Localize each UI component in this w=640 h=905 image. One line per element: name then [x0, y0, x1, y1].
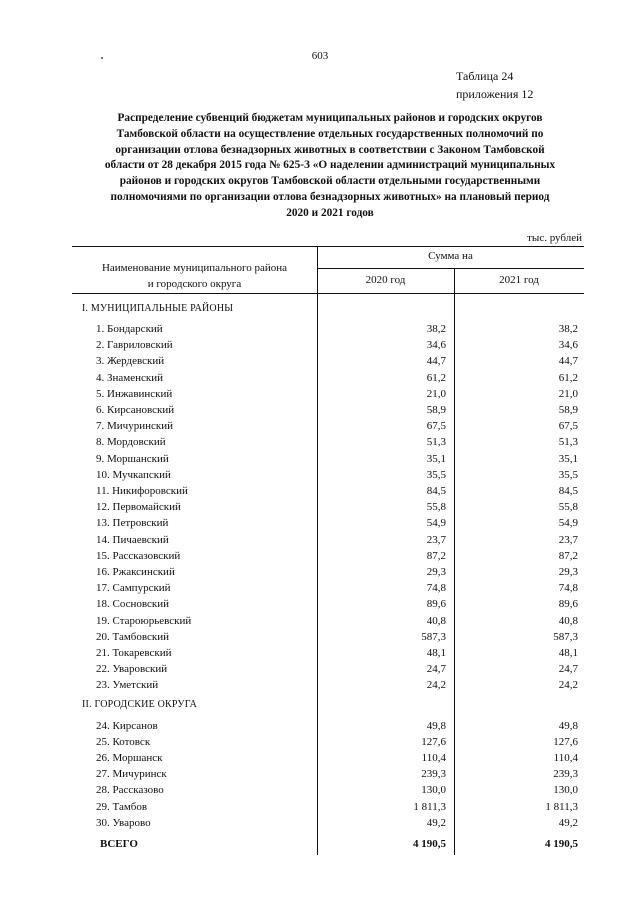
scan-speck [101, 57, 103, 59]
appendix-number: приложения 12 [456, 87, 534, 101]
value-2021: 74,8 [558, 582, 578, 595]
unit-label: тыс. рублей [527, 232, 582, 244]
value-2020: 40,8 [426, 614, 446, 627]
total-2021: 4 190,5 [545, 838, 578, 850]
region-name: 11. Никифоровский [96, 485, 188, 497]
table-top-border [72, 246, 584, 247]
section-title-city-districts: II. ГОРОДСКИЕ ОКРУГА [82, 699, 198, 710]
value-2021: 24,2 [558, 679, 578, 692]
table-row [72, 339, 584, 355]
region-name: 30. Уварово [96, 816, 151, 829]
region-name: 25. Котовск [96, 736, 151, 749]
region-name: 1. Бондарский [96, 323, 163, 335]
value-2021: 127,6 [553, 736, 578, 749]
value-2020: 54,9 [426, 517, 446, 530]
value-2021: 44,7 [558, 355, 578, 368]
region-name: 18. Сосновский [96, 598, 170, 611]
value-2021: 35,1 [558, 452, 578, 465]
region-name: 17. Сампурский [96, 582, 171, 595]
value-2020: 35,5 [426, 468, 446, 481]
value-2020: 24,7 [426, 663, 446, 676]
value-2020: 87,2 [426, 549, 446, 562]
header-sum-column: Сумма на [428, 250, 473, 262]
value-2020: 55,8 [426, 501, 446, 514]
header-year-2021: 2021 год [499, 274, 539, 286]
table-row [72, 736, 584, 752]
value-2021: 54,9 [558, 517, 578, 530]
title-line: полномочиями по организации отлова безнадзорных животных» на плановый период [110, 190, 550, 203]
table-row [72, 501, 584, 517]
region-name: 3. Жердевский [96, 355, 165, 368]
value-2021: 61,2 [558, 371, 578, 384]
table-row [72, 485, 584, 501]
value-2020: 110,4 [421, 752, 446, 765]
table-row [72, 534, 584, 550]
value-2021: 48,1 [558, 647, 578, 659]
title-line: районов и городских округов Тамбовской области отдельными государственными [119, 175, 541, 188]
region-name: 12. Первомайский [96, 501, 181, 514]
region-name: 6. Кирсановский [96, 404, 175, 416]
value-2020: 58,9 [426, 404, 446, 416]
total-label: ВСЕГО [100, 838, 138, 850]
region-name: 5. Инжавинский [96, 387, 173, 400]
header-divider [317, 268, 584, 269]
page-number: 603 [311, 50, 329, 62]
total-2020: 4 190,5 [413, 838, 446, 850]
value-2021: 587,3 [553, 630, 578, 643]
value-2020: 24,2 [426, 679, 446, 692]
value-2020: 127,6 [421, 736, 446, 749]
region-name: 19. Староюрьевский [96, 614, 192, 627]
header-year-2020: 2020 год [365, 274, 406, 286]
value-2021: 89,6 [558, 598, 578, 611]
table-row [72, 801, 584, 817]
value-2020: 130,0 [421, 784, 446, 797]
value-2020: 84,5 [426, 485, 446, 497]
value-2021: 38,2 [558, 323, 578, 335]
table-row [72, 768, 584, 784]
value-2021: 24,7 [558, 663, 578, 676]
value-2020: 21,0 [426, 387, 446, 400]
table-row [72, 647, 584, 663]
value-2021: 110,4 [553, 752, 578, 765]
region-name: 4. Знаменский [96, 371, 164, 384]
header-name-line: и городского округа [147, 278, 242, 290]
value-2020: 587,3 [421, 630, 446, 643]
region-name: 10. Мучкапский [96, 468, 171, 481]
value-2021: 84,5 [558, 485, 578, 497]
value-2020: 67,5 [426, 420, 446, 433]
table-row [72, 517, 584, 533]
region-name: 20. Тамбовский [96, 630, 170, 643]
table-row [72, 679, 584, 695]
value-2020: 89,6 [426, 598, 446, 611]
table-number: Таблица 24 [456, 69, 514, 83]
table-row [72, 420, 584, 436]
header-name-column [72, 260, 317, 292]
table-row [72, 453, 584, 469]
table-row [72, 436, 584, 452]
value-2021: 23,7 [558, 533, 578, 546]
region-name: 9. Моршанский [96, 452, 169, 465]
header-name-line: Наименование муниципального района [101, 262, 288, 274]
value-2021: 40,8 [558, 614, 578, 627]
value-2021: 49,8 [558, 720, 578, 732]
region-name: 14. Пичаевский [96, 533, 169, 546]
region-name: 21. Токаревский [96, 647, 172, 659]
value-2021: 51,3 [558, 436, 578, 449]
table-row [72, 752, 584, 768]
value-2021: 55,8 [558, 501, 578, 514]
value-2020: 61,2 [426, 371, 446, 384]
value-2020: 1 811,3 [413, 800, 446, 813]
region-name: 16. Ржаксинский [96, 566, 175, 578]
value-2020: 38,2 [426, 323, 446, 335]
value-2020: 74,8 [426, 582, 446, 595]
table-row [72, 631, 584, 647]
table-row [72, 323, 584, 339]
region-name: 15. Рассказовский [96, 549, 181, 562]
table-row [72, 550, 584, 566]
table-row [72, 817, 584, 833]
value-2020: 29,3 [426, 566, 446, 578]
title-line: области от 28 декабря 2015 года № 625-З «О наделении администраций муниципальных [104, 159, 556, 172]
region-name: 26. Моршанск [96, 752, 163, 765]
document-title [88, 111, 572, 222]
value-2021: 58,9 [558, 404, 578, 416]
value-2020: 48,1 [426, 647, 446, 659]
title-line: 2020 и 2021 годов [286, 206, 374, 219]
value-2021: 67,5 [558, 420, 578, 433]
table-reference [456, 67, 533, 103]
table-row [72, 469, 584, 485]
region-name: 28. Рассказово [96, 784, 164, 797]
value-2020: 239,3 [421, 768, 446, 781]
value-2020: 35,1 [426, 452, 446, 465]
title-line: Распределение субвенций бюджетам муниципальных районов и городских округов [117, 112, 543, 124]
region-name: 23. Уметский [96, 679, 159, 692]
value-2021: 21,0 [558, 387, 578, 400]
region-name: 7. Мичуринский [96, 420, 173, 433]
title-line: Тамбовской области на осуществление отдельных государственных полномочий по [116, 127, 544, 140]
table-row [72, 355, 584, 371]
table-row [72, 598, 584, 614]
value-2021: 34,6 [558, 339, 578, 352]
region-name: 13. Петровский [96, 517, 169, 530]
table-row [72, 615, 584, 631]
value-2021: 1 811,3 [545, 800, 578, 813]
table-row [72, 372, 584, 388]
region-name: 2. Гавриловский [96, 339, 173, 352]
value-2020: 51,3 [426, 436, 446, 449]
value-2021: 130,0 [553, 784, 578, 797]
title-line: организации отлова безнадзорных животных в соответствии с Законом Тамбовской [115, 143, 545, 156]
value-2020: 44,7 [426, 355, 446, 368]
table-row [72, 663, 584, 679]
value-2021: 239,3 [553, 768, 578, 781]
value-2021: 49,2 [558, 816, 578, 829]
region-name: 8. Мордовский [96, 436, 166, 449]
region-name: 24. Кирсанов [96, 720, 158, 732]
section-title-districts: I. МУНИЦИПАЛЬНЫЕ РАЙОНЫ [82, 303, 234, 314]
value-2020: 49,8 [426, 720, 446, 732]
value-2021: 35,5 [558, 468, 578, 481]
value-2020: 34,6 [426, 339, 446, 352]
subvention-table [72, 246, 584, 855]
value-2020: 23,7 [426, 533, 446, 546]
table-row [72, 720, 584, 736]
table-row [72, 566, 584, 582]
region-name: 27. Мичуринск [96, 768, 167, 781]
region-name: 22. Уваровский [96, 663, 168, 676]
value-2020: 49,2 [426, 816, 446, 829]
table-row [72, 388, 584, 404]
header-bottom-border [72, 293, 584, 294]
region-name: 29. Тамбов [96, 800, 148, 813]
value-2021: 29,3 [558, 566, 578, 578]
table-row [72, 404, 584, 420]
table-row [72, 582, 584, 598]
table-row [72, 784, 584, 800]
value-2021: 87,2 [558, 549, 578, 562]
